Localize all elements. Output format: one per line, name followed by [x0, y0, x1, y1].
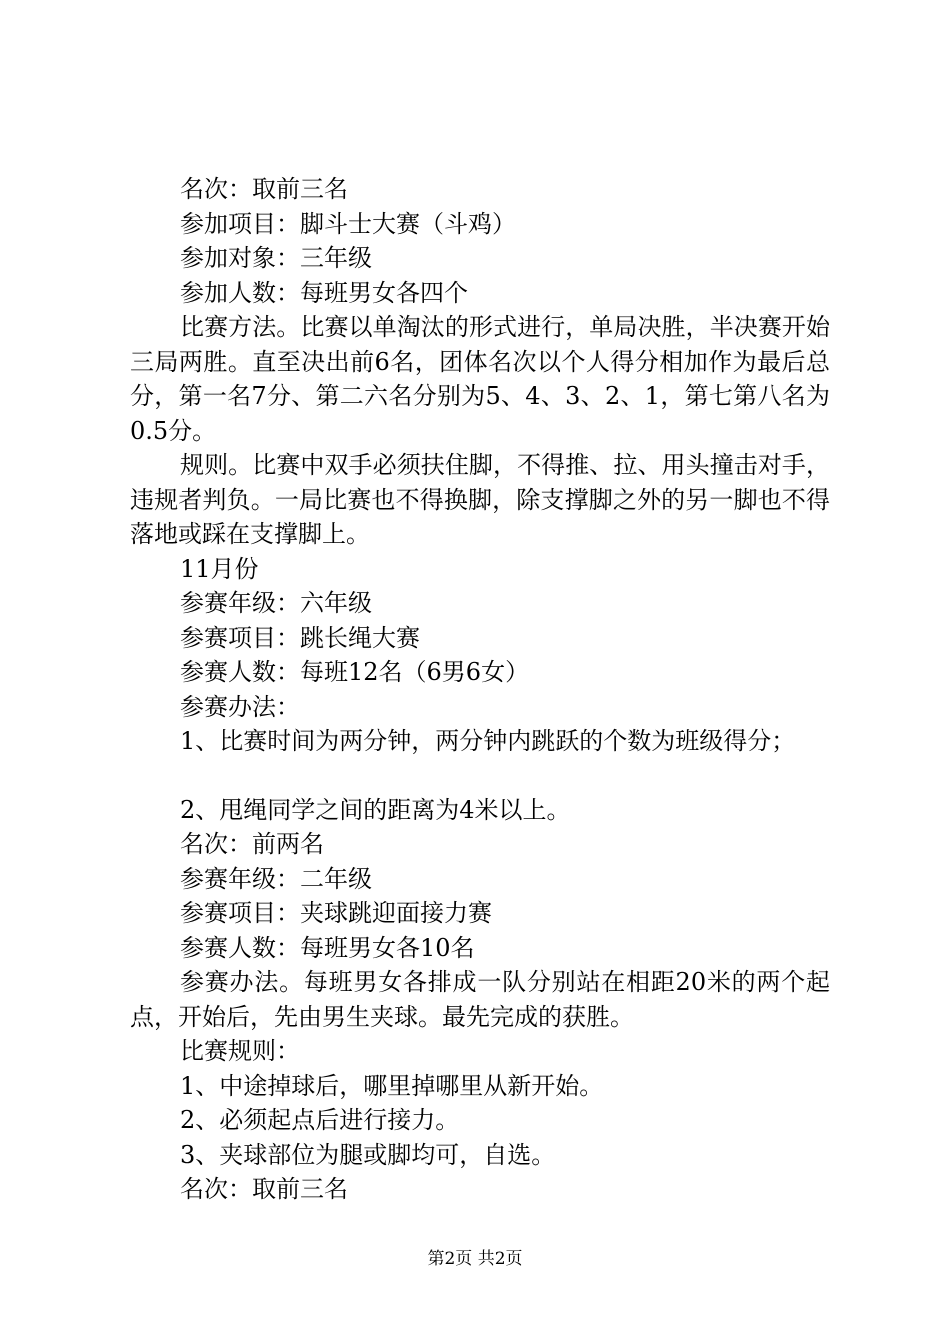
rules-heading: 比赛规则：: [180, 1037, 300, 1065]
rank-line: 名次：取前三名: [180, 1175, 348, 1203]
event-line: 参加项目：脚斗士大赛（斗鸡）: [180, 209, 516, 238]
method-paragraph: 参赛办法。每班男女各排成一队分别站在相距20米的两个起点，开始后，先由男生夹球。最先完成的获胜。: [130, 968, 830, 1031]
month-heading: 11月份: [180, 554, 259, 583]
rule-item-3: 3、夹球部位为腿或脚均可，自选。: [180, 1140, 556, 1169]
event-line: 参赛项目：跳长绳大赛: [180, 623, 420, 652]
document-body: [130, 172, 830, 1207]
blank-line: [130, 759, 830, 793]
rule-item-1: 1、中途掉球后，哪里掉哪里从新开始。: [180, 1071, 604, 1100]
participants-line: 参加对象：三年级: [180, 244, 372, 272]
event-line: 参赛项目：夹球跳迎面接力赛: [180, 899, 492, 927]
headcount-line: 参赛人数：每班12名（6男6女）: [180, 658, 530, 686]
headcount-line: 参赛人数：每班男女各10名: [180, 933, 475, 962]
method-heading: 参赛办法：: [180, 692, 300, 721]
rules-paragraph: 规则。比赛中双手必须扶住脚，不得推、拉、用头撞击对手，违规者判负。一局比赛也不得换脚，除支撑脚之外的另一脚也不得落地或踩在支撑脚上。: [130, 451, 830, 548]
page-footer: 第2页 共2页: [427, 1249, 523, 1269]
rank-line: 名次：取前三名: [180, 175, 348, 203]
grade-line: 参赛年级：二年级: [180, 864, 372, 893]
grade-line: 参赛年级：六年级: [180, 589, 372, 617]
rank-line: 名次：前两名: [180, 830, 324, 858]
rule-item-2: 2、必须起点后进行接力。: [180, 1106, 460, 1134]
method-paragraph: 比赛方法。比赛以单淘汰的形式进行，单局决胜，半决赛开始三局两胜。直至决出前6名，团体名次以个人得分相加作为最后总分，第一名7分、第二六名分别为5、4、3、2、1，第七第八名为0.5分。: [130, 313, 830, 445]
headcount-line: 参加人数：每班男女各四个: [180, 278, 468, 307]
method-item-1: 1、比赛时间为两分钟，两分钟内跳跃的个数为班级得分；: [180, 727, 796, 755]
method-item-2: 2、甩绳同学之间的距离为4米以上。: [180, 795, 571, 824]
